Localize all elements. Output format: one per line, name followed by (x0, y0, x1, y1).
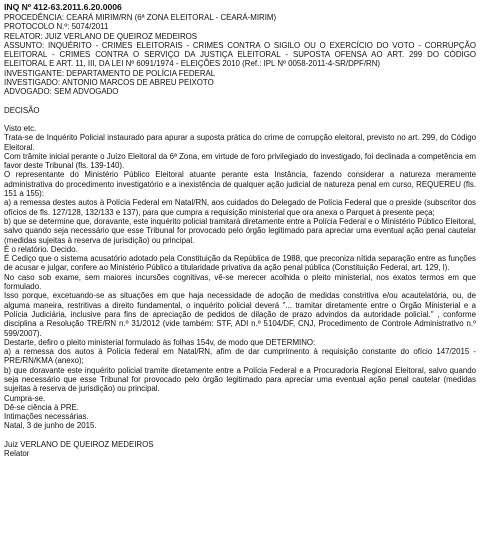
paragraph: Natal, 3 de junho de 2015. (4, 421, 97, 431)
paragraph: Intimações necessárias. (4, 412, 89, 422)
investigado-line: INVESTIGADO: ANTONIO MARCOS DE ABREU PEIXOTO (4, 78, 214, 88)
signature-name: Juiz VERLANO DE QUEIROZ MEDEIROS (4, 439, 154, 449)
paragraph: É o relatório. Decido. (4, 244, 78, 254)
procedencia-line: PROCEDÊNCIA: CEARÁ MIRIM/RN (6ª ZONA ELEITORAL - CEARÁ-MIRIM) (4, 13, 277, 22)
paragraph: No caso sob exame, sem maiores incursões cognitivas, vê-se merecer acolhida o pleito ministerial, nos exatos termos em que formulado. (4, 272, 476, 292)
investigante-line: INVESTIGANTE: DEPARTAMENTO DE POLÍCIA FEDERAL (4, 68, 216, 78)
paragraph: O representante do Ministério Público Eleitoral atuante perante esta Instância, fazendo considerar a natureza meramente administrativa do procedimento investigatório e a inexistência de qualquer ação judicial de natureza penal em curso, REQUEREU (fls. 151 a 155): (4, 170, 476, 199)
paragraph: Isso porque, excetuando-se as situações em que haja necessidade de adoção de medidas constritiva e/ou acautelatória, ou, de alguma maneira, restritivas a direito fundamental, o inquérito policial deverá "... tramitar diretamente entre o Órgão Ministerial e a Polícia Judiciária, inclusive para fins de apreciação de pedidos de dilação de prazo advindos da autoridade policial." , conforme disciplina a Resolução TRE/RN n.º 31/2012 (vide também: STF, ADI n.º 5104/DF, CNJ, Procedimento de Controle Administrativo n.º 599/2007). (4, 291, 476, 338)
decision-body (4, 124, 476, 431)
relator-line: RELATOR: JUIZ VERLANO DE QUEIROZ MEDEIROS (4, 31, 198, 41)
paragraph: b) que se determine que, doravante, este inquérito policial tramitará diretamente entre a Polícia Federal e o Ministério Público Eleitoral, salvo quando seja necessário que esse Tribunal for provocado pelo órgão legitimado para apreciar uma eventual ação penal cautelar (medidas sujeitas à reserva de jurisdição) ou principal. (4, 216, 476, 245)
paragraph: Destarte, defiro o pleito ministerial formulado às folhas 154v, de modo que DETERMINO: (4, 337, 316, 347)
spacer (4, 97, 476, 106)
advogado-line: ADVOGADO: SEM ADVOGADO (4, 87, 119, 97)
decisao-heading: DECISÃO (4, 105, 40, 115)
protocolo-line: PROTOCOLO N.º: 5074/2011 (4, 22, 109, 32)
case-number-title: INQ Nº 412-63.2011.6.20.0006 (4, 2, 122, 12)
spacer (4, 115, 476, 124)
assunto-line: ASSUNTO: INQUÉRITO - CRIMES ELEITORAIS - CRIMES CONTRA O SIGILO OU O EXERCÍCIO DO VOTO - CORRUPÇÃO ELEITORAL - CRIMES CONTRA O SERVIÇO DA JUSTIÇA ELEITORAL - SUPOSTA OFENSA AO ART. 299 DO CÓDIGO ELEITORAL E ART. 11, III, DA LEI Nº 6091/1974 - ELEIÇÕES 2010 (Ref.: IPL Nº 0058-2011-4-SR/DPF/RN) (4, 40, 476, 69)
paragraph: b) que doravante este inquérito policial tramite diretamente entre a Polícia Federal e a Procuradoria Regional Eleitoral, salvo quando seja necessário que esse Tribunal for provocado pelo órgão legitimado para apreciar uma eventual ação penal cautelar (medidas sujeitas à reserva de jurisdição) ou principal. (4, 365, 476, 394)
paragraph: É Cediço que o sistema acusatório adotado pela Constituição da República de 1988, que preconiza nítida separação entre as funções de acusar e julgar, confere ao Ministério Público a titularidade privativa da ação penal pública (Constituição Federal, art. 129, I). (4, 254, 476, 273)
paragraph: Visto etc. (4, 123, 37, 133)
paragraph: Com trâmite inicial perante o Juízo Eleitoral da 6ª Zona, em virtude de foro privilegiado do investigado, foi declinada a competência em favor deste Tribunal (fls. 139-140). (4, 151, 476, 171)
paragraph: Cumpra-se. (4, 393, 46, 403)
signature-role: Relator (4, 449, 30, 459)
paragraph: Dê-se ciência à PRE. (4, 402, 79, 412)
paragraph: a) a remessa destes autos à Polícia Federal em Natal/RN, aos cuidados do Delegado de Polícia Federal que o preside (subscritor dos ofícios de fls. 127/128, 132/133 e 137), para que cumpra a requisição ministerial que ora anexa o Parquet à presente peça; (4, 198, 476, 217)
paragraph: Trata-se de Inquérito Policial instaurado para apurar a suposta prática do crime de corrupção eleitoral, previsto no art. 299, do Código Eleitoral. (4, 133, 476, 152)
spacer (4, 431, 476, 440)
paragraph: a) a remessa dos autos à Polícia federal em Natal/RN, afim de dar cumprimento à requisição constante do ofício 147/2015 - PRE/RN/KMA (anexo); (4, 347, 476, 366)
